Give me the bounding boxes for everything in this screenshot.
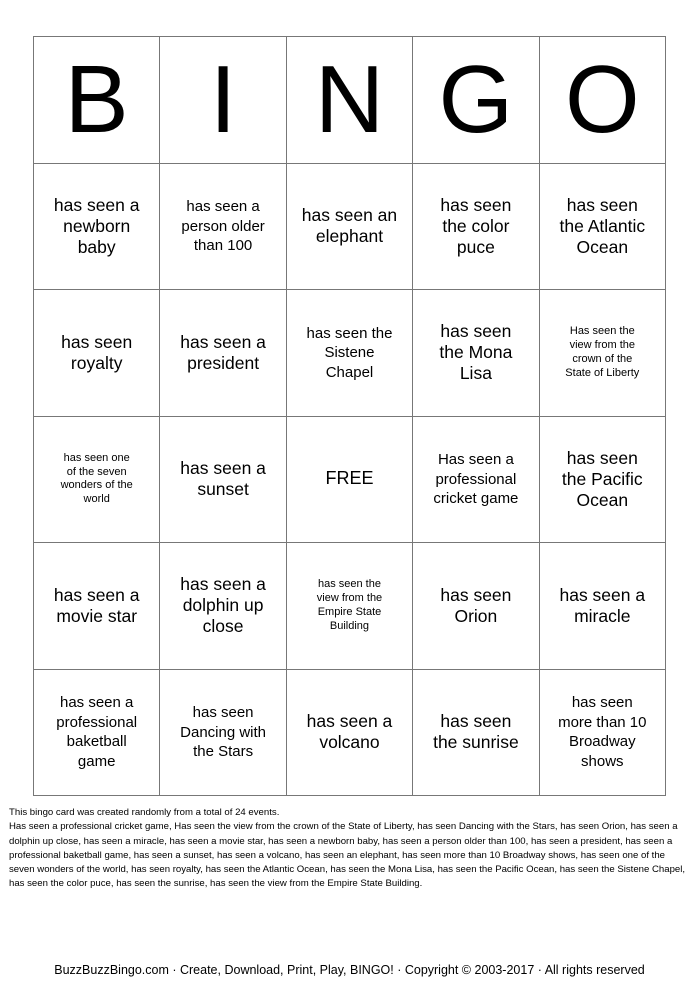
- header-letter: I: [209, 45, 237, 153]
- bingo-cell: [540, 670, 666, 797]
- bingo-cell: [287, 164, 413, 291]
- bingo-cell-text: has seen the sunrise: [433, 711, 519, 753]
- bingo-cell-text: has seen a person older than 100: [181, 198, 265, 254]
- bingo-cell-text: has seen a dolphin up close: [180, 574, 266, 637]
- bingo-cell-text: has seen Orion: [440, 584, 512, 626]
- bingo-cell-text: has seen the color puce: [440, 194, 512, 257]
- bingo-cell: [160, 417, 286, 544]
- bingo-cell: [413, 670, 539, 797]
- bingo-cell: [540, 290, 666, 417]
- bingo-cell: [34, 290, 160, 417]
- bingo-cell: [34, 543, 160, 670]
- header-cell-g: [413, 37, 539, 164]
- free-space-cell: [287, 417, 413, 544]
- bingo-cell-text: has seen the Sistene Chapel: [306, 324, 393, 381]
- bingo-cell-text: has seen a professional baketball game: [56, 694, 138, 770]
- bingo-cell: [160, 164, 286, 291]
- bingo-cell: [160, 290, 286, 417]
- bingo-cell: [287, 543, 413, 670]
- header-letter: B: [64, 45, 129, 153]
- bingo-cell-text: Has seen the view from the crown of the State of Liberty: [565, 325, 640, 379]
- bingo-cell: [287, 670, 413, 797]
- bingo-cell-text: Has seen a professional cricket game: [433, 451, 519, 507]
- bingo-cell: [413, 290, 539, 417]
- bingo-cell-text: has seen royalty: [61, 331, 133, 373]
- bingo-cell: [160, 543, 286, 670]
- bingo-card: [33, 36, 666, 796]
- header-letter: G: [438, 45, 514, 153]
- bingo-cell: [34, 417, 160, 544]
- bingo-cell-text: has seen Dancing with the Stars: [180, 704, 267, 760]
- header-cell-o: [540, 37, 666, 164]
- bingo-cell-text: has seen a sunset: [180, 458, 266, 500]
- bingo-cell: [540, 417, 666, 544]
- bingo-cell: [160, 670, 286, 797]
- bingo-cell: [540, 164, 666, 291]
- bingo-cell-text: has seen a movie star: [53, 584, 140, 626]
- bingo-cell: [287, 290, 413, 417]
- bingo-cell-text: has seen the Mona Lisa: [439, 321, 513, 384]
- footer-credits: BuzzBuzzBingo.com · Create, Download, Print, Play, BINGO! · Copyright © 2003-2017 · All rights reserved: [54, 963, 645, 977]
- bingo-cell: [413, 164, 539, 291]
- bingo-cell-text: has seen the Pacific Ocean: [561, 447, 643, 510]
- bingo-cell: [413, 543, 539, 670]
- bingo-cell-text: has seen a miracle: [559, 584, 646, 626]
- header-cell-b: [34, 37, 160, 164]
- card-info: [9, 806, 691, 892]
- bingo-cell-text: has seen more than 10 Broadway shows: [558, 694, 647, 770]
- bingo-cell-text: has seen one of the seven wonders of the world: [60, 451, 133, 505]
- bingo-cell-text: has seen a newborn baby: [53, 194, 140, 257]
- bingo-cell: [34, 670, 160, 797]
- header-cell-i: [160, 37, 286, 164]
- bingo-cell: [413, 417, 539, 544]
- bingo-cell-text: has seen the Atlantic Ocean: [559, 194, 646, 257]
- bingo-cell-text: has seen a president: [180, 331, 266, 373]
- info-summary: This bingo card was created randomly from a total of 24 events.: [9, 807, 280, 818]
- header-letter: N: [314, 45, 385, 153]
- bingo-cell-text: FREE: [325, 468, 374, 489]
- header-letter: O: [564, 45, 640, 153]
- bingo-cell: [34, 164, 160, 291]
- bingo-cell-text: has seen the view from the Empire State Building: [316, 578, 383, 632]
- info-event-list: Has seen a professional cricket game, Has seen the view from the crown of the State of Liberty, has seen Dancing with the Stars, has seen Orion, has seen a dolphin up close, has seen a miracle, has seen a movie star, has seen a newborn baby, has seen a person older than 100, has seen a president, has seen a professional baketball game, has seen a sunset, has seen a volcano, has seen an elephant, has seen more than 10 Broadway shows, has seen one of the seven wonders of the world, has seen royalty, has seen the Atlantic Ocean, has seen the Mona Lisa, has seen the Pacific Ocean, has seen the Sistene Chapel, has seen the color puce, has seen the sunrise, has seen the view from the Empire State Building.: [9, 821, 686, 890]
- header-cell-n: [287, 37, 413, 164]
- bingo-cell-text: has seen a volcano: [306, 711, 393, 753]
- bingo-cell-text: has seen an elephant: [301, 205, 398, 247]
- bingo-cell: [540, 543, 666, 670]
